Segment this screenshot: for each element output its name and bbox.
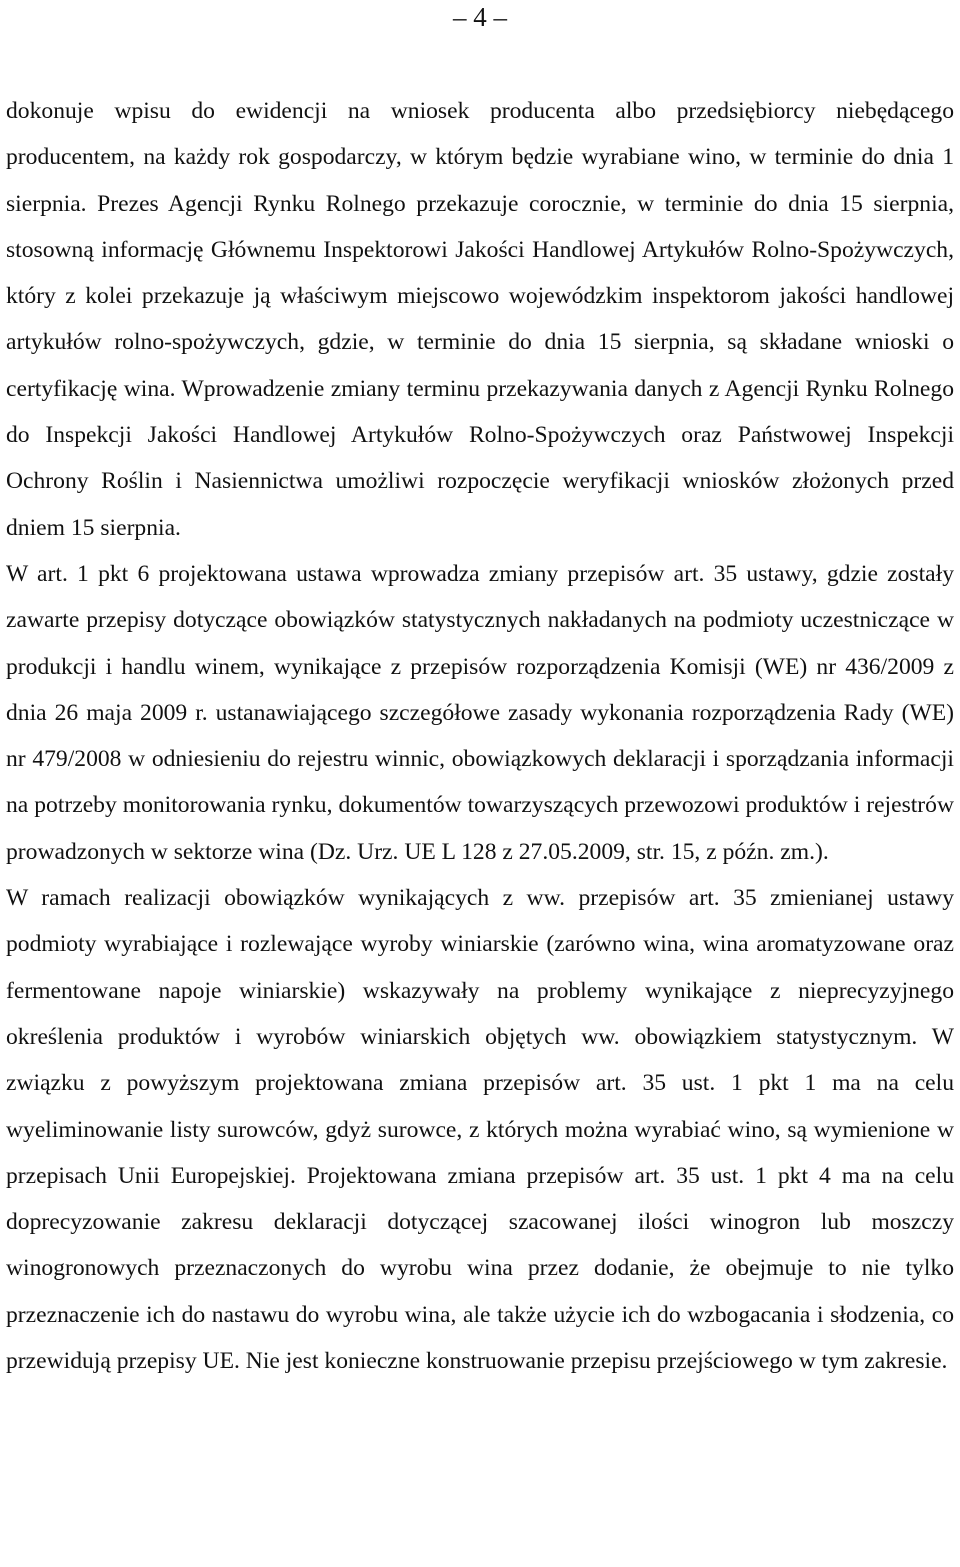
paragraph-3: W ramach realizacji obowiązków wynikających z ww. przepisów art. 35 zmienianej ustawy podmioty wyrabiające i rozlewające wyroby winiarskie (zarówno wina, wina aromatyzowane oraz fermentowane napoje winiarskie) wskazywały na problemy wynikające z nieprecyzyjnego określenia produktów i wyrobów winiarskich objętych ww. obowiązkiem statystycznym. W związku z powyższym projektowana zmiana przepisów art. 35 ust. 1 pkt 1 ma na celu wyeliminowanie listy surowców, gdyż surowce, z których można wyrabiać wino, są wymienione w przepisach Unii Europejskiej. Projektowana zmiana przepisów art. 35 ust. 1 pkt 4 ma na celu doprecyzowanie zakresu deklaracji dotyczącej szacowanej ilości winogron lub moszczy winogronowych przeznaczonych do wyrobu wina przez dodanie, że obejmuje to nie tylko przeznaczenie ich do nastawu do wyrobu wina, ale także użycie ich do wzbogacania i słodzenia, co przewidują przepisy UE. Nie jest konieczne konstruowanie przepisu przejściowego w tym zakresie. — [6, 885, 954, 1375]
paragraph-2: W art. 1 pkt 6 projektowana ustawa wprowadza zmiany przepisów art. 35 ustawy, gdzie zostały zawarte przepisy dotyczące obowiązków statystycznych nakładanych na podmioty uczestniczące w produkcji i handlu winem, wynikające z przepisów rozporządzenia Komisji (WE) nr 436/2009 z dnia 26 maja 2009 r. ustanawiającego szczegółowe zasady wykonania rozporządzenia Rady (WE) nr 479/2008 w odniesieniu do rejestru winnic, obowiązkowych deklaracji i sporządzania informacji na potrzeby monitorowania rynku, dokumentów towarzyszących przewozowi produktów i rejestrów prowadzonych w sektorze wina (Dz. Urz. UE L 128 z 27.05.2009, str. 15, z późn. zm.). — [6, 560, 954, 865]
paragraph-1: dokonuje wpisu do ewidencji na wniosek producenta albo przedsiębiorcy niebędącego producentem, na każdy rok gospodarczy, w którym będzie wyrabiane wino, w terminie do dnia 1 sierpnia. Prezes Agencji Rynku Rolnego przekazuje corocznie, w terminie do dnia 15 sierpnia, stosowną informację Głównemu Inspektorowi Jakości Handlowej Artykułów Rolno-Spożywczych, który z kolei przekazuje ją właściwym miejscowo wojewódzkim inspektorom jakości handlowej artykułów rolno-spożywczych, gdzie, w terminie do dnia 15 sierpnia, są składane wnioski o certyfikację wina. Wprowadzenie zmiany terminu przekazywania danych z Agencji Rynku Rolnego do Inspekcji Jakości Handlowej Artykułów Rolno-Spożywczych oraz Państwowej Inspekcji Ochrony Roślin i Nasiennictwa umożliwi rozpoczęcie weryfikacji wniosków złożonych przed dniem 15 sierpnia. — [6, 98, 954, 541]
document-body — [6, 88, 954, 1384]
page-number: – 4 – — [453, 2, 507, 32]
